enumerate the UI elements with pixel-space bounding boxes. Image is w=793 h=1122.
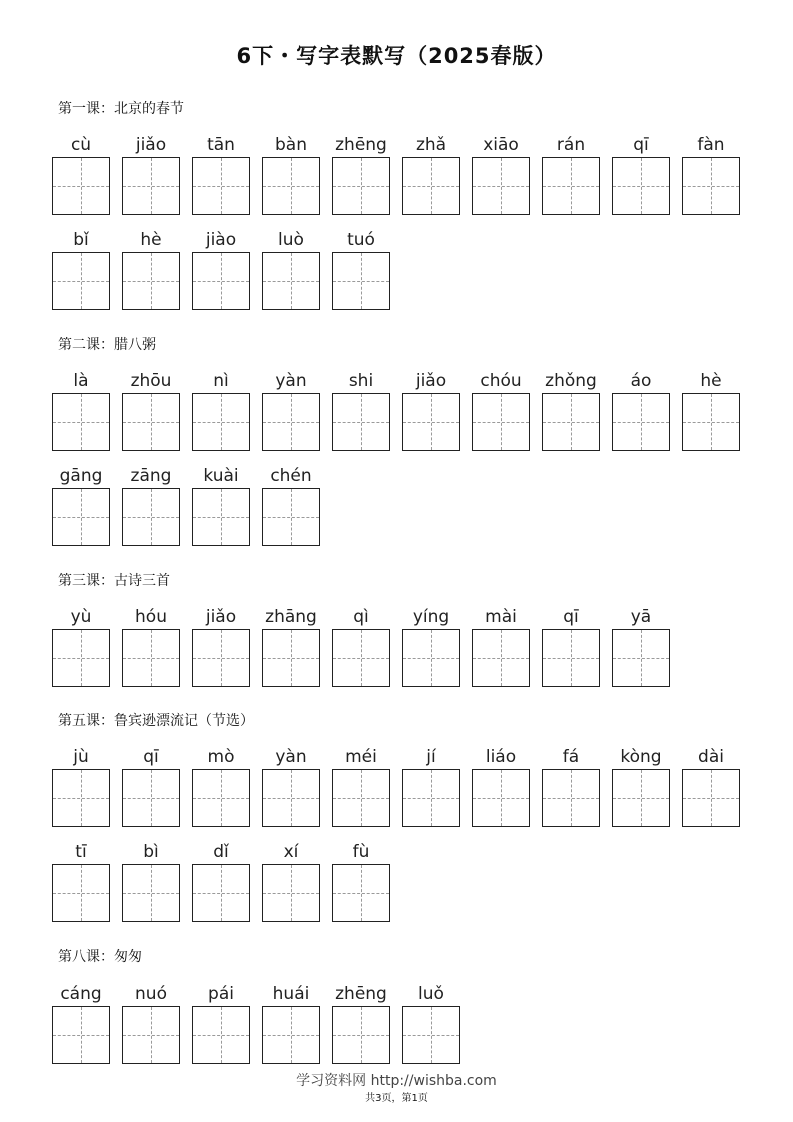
writing-grid-box[interactable] (262, 629, 320, 687)
writing-grid-box[interactable] (402, 629, 460, 687)
grid-guide-vertical (431, 1007, 432, 1063)
writing-grid-box[interactable] (192, 629, 250, 687)
pinyin-label: chén (270, 466, 312, 486)
character-cell (192, 464, 250, 546)
grid-guide-vertical (291, 253, 292, 309)
writing-grid-box[interactable] (542, 769, 600, 827)
character-cell (332, 840, 390, 922)
character-cell (472, 605, 530, 687)
character-cell (472, 133, 530, 215)
character-cell (332, 369, 390, 451)
grid-guide-vertical (361, 630, 362, 686)
grid-guide-vertical (501, 158, 502, 214)
character-cell (52, 369, 110, 451)
grid-guide-vertical (291, 1007, 292, 1063)
character-cell (542, 369, 600, 451)
pinyin-label: fàn (697, 135, 725, 155)
grid-guide-vertical (151, 489, 152, 545)
writing-grid-box[interactable] (682, 393, 740, 451)
pinyin-label: zāng (130, 466, 172, 486)
writing-grid-box[interactable] (52, 252, 110, 310)
grid-guide-vertical (361, 770, 362, 826)
grid-guide-vertical (361, 253, 362, 309)
character-cell (612, 745, 670, 827)
character-cell (262, 745, 320, 827)
writing-grid-box[interactable] (262, 1006, 320, 1064)
pinyin-label: cù (70, 135, 92, 155)
pinyin-label: gāng (59, 466, 103, 486)
character-cell (682, 133, 740, 215)
footer-site: 学习资料网 http://wishba.com (296, 1073, 497, 1089)
character-cell (262, 605, 320, 687)
character-cell (192, 840, 250, 922)
grid-guide-vertical (221, 394, 222, 450)
grid-guide-vertical (221, 770, 222, 826)
grid-guide-vertical (291, 865, 292, 921)
grid-guide-vertical (361, 394, 362, 450)
footer-page-number: 共3页，第1页 (365, 1093, 428, 1104)
character-cell (682, 745, 740, 827)
writing-grid-box[interactable] (192, 252, 250, 310)
pinyin-label: zhāng (265, 607, 317, 627)
pinyin-label: bǐ (73, 230, 89, 250)
writing-grid-box[interactable] (122, 629, 180, 687)
pinyin-label: yù (70, 607, 92, 627)
pinyin-label: cáng (60, 984, 102, 1004)
grid-guide-vertical (711, 158, 712, 214)
character-cell (262, 228, 320, 310)
pinyin-label: jù (73, 747, 89, 767)
grid-guide-vertical (431, 158, 432, 214)
character-cell (262, 369, 320, 451)
pinyin-label: yā (630, 607, 652, 627)
pinyin-label: méi (345, 747, 377, 767)
grid-guide-vertical (431, 394, 432, 450)
writing-grid-box[interactable] (262, 864, 320, 922)
character-cell (52, 840, 110, 922)
grid-guide-vertical (641, 394, 642, 450)
pinyin-label: tān (207, 135, 235, 155)
writing-grid-box[interactable] (192, 864, 250, 922)
character-cell (192, 369, 250, 451)
pinyin-label: zhēng (335, 135, 387, 155)
pinyin-label: qì (353, 607, 369, 627)
character-cell (262, 133, 320, 215)
grid-guide-vertical (221, 865, 222, 921)
character-cell (332, 133, 390, 215)
grid-guide-vertical (151, 630, 152, 686)
grid-guide-vertical (81, 489, 82, 545)
grid-guide-vertical (291, 489, 292, 545)
character-cell (122, 840, 180, 922)
writing-grid-box[interactable] (52, 157, 110, 215)
grid-guide-vertical (501, 394, 502, 450)
writing-grid-box[interactable] (402, 157, 460, 215)
character-cell (52, 745, 110, 827)
character-cell (122, 605, 180, 687)
character-cell (612, 605, 670, 687)
pinyin-label: luǒ (418, 984, 444, 1004)
character-cell (402, 982, 460, 1064)
pinyin-label: áo (630, 371, 652, 391)
pinyin-label: bì (143, 842, 159, 862)
grid-guide-vertical (291, 630, 292, 686)
grid-guide-vertical (151, 770, 152, 826)
writing-grid-box[interactable] (52, 1006, 110, 1064)
pinyin-label: yíng (412, 607, 450, 627)
pinyin-label: shi (348, 371, 374, 391)
pinyin-label: hè (140, 230, 162, 250)
writing-grid-box[interactable] (332, 252, 390, 310)
pinyin-label: mò (207, 747, 235, 767)
character-cell (192, 228, 250, 310)
writing-grid-box[interactable] (682, 157, 740, 215)
writing-grid-box[interactable] (262, 393, 320, 451)
character-cell (122, 369, 180, 451)
lesson-title: 第二课：腊八粥 (58, 337, 156, 353)
pinyin-label: chóu (480, 371, 522, 391)
character-cell (262, 982, 320, 1064)
writing-grid-box[interactable] (122, 769, 180, 827)
writing-grid-box[interactable] (332, 629, 390, 687)
grid-guide-vertical (641, 770, 642, 826)
grid-guide-vertical (81, 770, 82, 826)
grid-guide-vertical (641, 158, 642, 214)
writing-grid-box[interactable] (52, 864, 110, 922)
writing-grid-box[interactable] (192, 393, 250, 451)
character-cell (122, 133, 180, 215)
character-cell (332, 982, 390, 1064)
writing-grid-box[interactable] (612, 157, 670, 215)
writing-grid-box[interactable] (472, 769, 530, 827)
pinyin-label: yàn (275, 371, 307, 391)
pinyin-label: zhōu (130, 371, 172, 391)
grid-guide-vertical (711, 394, 712, 450)
character-cell (122, 982, 180, 1064)
writing-grid-box[interactable] (542, 393, 600, 451)
writing-grid-box[interactable] (52, 769, 110, 827)
pinyin-label: dài (698, 747, 724, 767)
writing-grid-box[interactable] (122, 157, 180, 215)
character-cell (192, 745, 250, 827)
writing-grid-box[interactable] (472, 157, 530, 215)
character-cell (332, 605, 390, 687)
grid-guide-vertical (151, 253, 152, 309)
writing-grid-box[interactable] (122, 393, 180, 451)
character-cell (122, 464, 180, 546)
pinyin-label: huái (272, 984, 310, 1004)
character-cell (332, 228, 390, 310)
writing-grid-box[interactable] (122, 1006, 180, 1064)
grid-guide-vertical (151, 1007, 152, 1063)
character-cell (402, 745, 460, 827)
pinyin-label: jiǎo (135, 135, 167, 155)
pinyin-label: kòng (620, 747, 662, 767)
pinyin-label: nì (213, 371, 229, 391)
pinyin-label: jiǎo (415, 371, 447, 391)
writing-grid-box[interactable] (402, 393, 460, 451)
writing-grid-box[interactable] (332, 157, 390, 215)
grid-guide-vertical (151, 394, 152, 450)
pinyin-label: tī (75, 842, 87, 862)
grid-guide-vertical (221, 489, 222, 545)
grid-guide-vertical (711, 770, 712, 826)
grid-guide-vertical (571, 770, 572, 826)
grid-guide-vertical (431, 630, 432, 686)
writing-grid-box[interactable] (192, 1006, 250, 1064)
pinyin-label: zhēng (335, 984, 387, 1004)
page-title: 6下・写字表默写（2025春版） (236, 44, 557, 68)
writing-grid-box[interactable] (332, 769, 390, 827)
grid-guide-vertical (291, 770, 292, 826)
character-cell (122, 745, 180, 827)
writing-grid-box[interactable] (472, 629, 530, 687)
pinyin-label: bàn (275, 135, 307, 155)
character-cell (542, 745, 600, 827)
grid-guide-vertical (571, 394, 572, 450)
character-cell (262, 840, 320, 922)
grid-guide-vertical (81, 630, 82, 686)
writing-grid-box[interactable] (332, 864, 390, 922)
writing-grid-box[interactable] (612, 393, 670, 451)
writing-grid-box[interactable] (192, 769, 250, 827)
character-cell (612, 133, 670, 215)
grid-guide-vertical (151, 158, 152, 214)
grid-guide-vertical (221, 630, 222, 686)
writing-grid-box[interactable] (122, 488, 180, 546)
pinyin-label: liáo (485, 747, 517, 767)
character-cell (122, 228, 180, 310)
grid-guide-vertical (221, 253, 222, 309)
writing-grid-box[interactable] (52, 629, 110, 687)
grid-guide-vertical (151, 865, 152, 921)
pinyin-label: xí (283, 842, 299, 862)
writing-grid-box[interactable] (402, 769, 460, 827)
pinyin-label: rán (556, 135, 586, 155)
grid-guide-vertical (221, 1007, 222, 1063)
pinyin-label: kuài (203, 466, 239, 486)
grid-guide-vertical (361, 1007, 362, 1063)
writing-grid-box[interactable] (122, 252, 180, 310)
writing-grid-box[interactable] (52, 393, 110, 451)
writing-grid-box[interactable] (612, 769, 670, 827)
writing-grid-box[interactable] (262, 769, 320, 827)
character-cell (542, 133, 600, 215)
character-cell (52, 133, 110, 215)
character-cell (542, 605, 600, 687)
writing-grid-box[interactable] (612, 629, 670, 687)
writing-grid-box[interactable] (192, 157, 250, 215)
pinyin-label: hè (700, 371, 722, 391)
grid-guide-vertical (291, 394, 292, 450)
pinyin-label: qī (143, 747, 159, 767)
pinyin-label: qī (563, 607, 579, 627)
character-cell (402, 605, 460, 687)
pinyin-label: yàn (275, 747, 307, 767)
character-cell (52, 464, 110, 546)
grid-guide-vertical (641, 630, 642, 686)
writing-grid-box[interactable] (122, 864, 180, 922)
pinyin-label: fá (562, 747, 580, 767)
pinyin-label: nuó (135, 984, 167, 1004)
pinyin-label: dǐ (213, 842, 229, 862)
writing-grid-box[interactable] (472, 393, 530, 451)
lesson-title: 第三课：古诗三首 (58, 573, 170, 589)
writing-grid-box[interactable] (402, 1006, 460, 1064)
grid-guide-vertical (571, 158, 572, 214)
pinyin-label: jiào (205, 230, 237, 250)
pinyin-label: zhǒng (545, 371, 597, 391)
writing-grid-box[interactable] (682, 769, 740, 827)
character-cell (332, 745, 390, 827)
writing-grid-box[interactable] (262, 488, 320, 546)
pinyin-label: qī (633, 135, 649, 155)
grid-guide-vertical (361, 158, 362, 214)
pinyin-label: xiāo (483, 135, 519, 155)
character-cell (472, 745, 530, 827)
writing-grid-box[interactable] (262, 252, 320, 310)
grid-guide-vertical (291, 158, 292, 214)
grid-guide-vertical (501, 630, 502, 686)
pinyin-label: mài (485, 607, 517, 627)
lesson-title: 第一课：北京的春节 (58, 101, 184, 117)
writing-grid-box[interactable] (542, 629, 600, 687)
character-cell (402, 133, 460, 215)
grid-guide-vertical (221, 158, 222, 214)
pinyin-label: jí (426, 747, 436, 767)
character-cell (472, 369, 530, 451)
writing-grid-box[interactable] (192, 488, 250, 546)
writing-grid-box[interactable] (332, 1006, 390, 1064)
grid-guide-vertical (431, 770, 432, 826)
character-cell (52, 228, 110, 310)
grid-guide-vertical (81, 158, 82, 214)
grid-guide-vertical (361, 865, 362, 921)
character-cell (52, 605, 110, 687)
grid-guide-vertical (81, 1007, 82, 1063)
grid-guide-vertical (81, 394, 82, 450)
grid-guide-vertical (571, 630, 572, 686)
lesson-title: 第五课：鲁宾逊漂流记（节选） (58, 713, 254, 729)
writing-grid-box[interactable] (52, 488, 110, 546)
pinyin-label: jiǎo (205, 607, 237, 627)
pinyin-label: pái (208, 984, 234, 1004)
character-cell (192, 982, 250, 1064)
pinyin-label: tuó (347, 230, 375, 250)
pinyin-label: luò (278, 230, 304, 250)
pinyin-label: là (73, 371, 89, 391)
pinyin-label: hóu (135, 607, 167, 627)
grid-guide-vertical (501, 770, 502, 826)
character-cell (612, 369, 670, 451)
grid-guide-vertical (81, 253, 82, 309)
character-cell (192, 605, 250, 687)
character-cell (52, 982, 110, 1064)
writing-grid-box[interactable] (542, 157, 600, 215)
character-cell (262, 464, 320, 546)
pinyin-label: fù (352, 842, 370, 862)
character-cell (192, 133, 250, 215)
pinyin-label: zhǎ (415, 135, 447, 155)
writing-grid-box[interactable] (332, 393, 390, 451)
character-cell (402, 369, 460, 451)
lesson-title: 第八课：匆匆 (58, 949, 142, 965)
character-cell (682, 369, 740, 451)
grid-guide-vertical (81, 865, 82, 921)
writing-grid-box[interactable] (262, 157, 320, 215)
